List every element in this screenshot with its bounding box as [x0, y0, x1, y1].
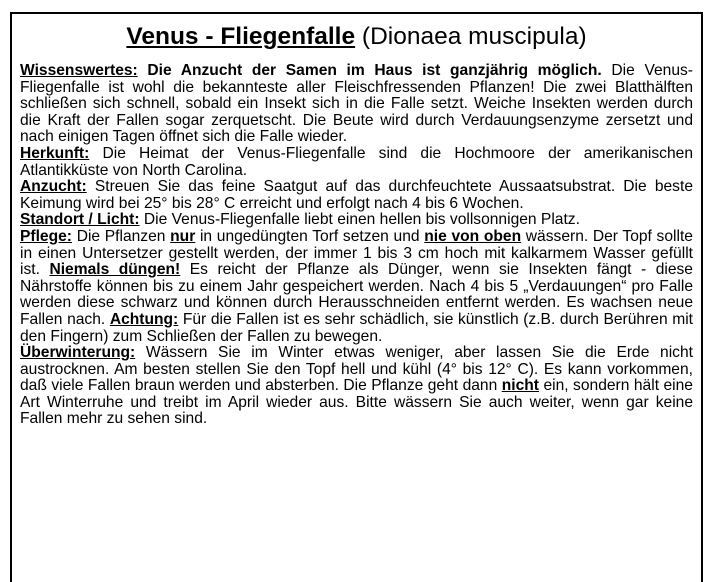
pflege-text-3: wässern. Der Topf sollte in einen Untersetzer gestellt werden, der immer 1 bis 3 cm hoch mit kalkarmem Wasser gefüllt ist. [20, 227, 693, 279]
pflege-text-1: Die Pflanzen [76, 227, 166, 245]
heading-herkunft: Herkunft: [20, 144, 90, 162]
info-sheet [10, 12, 703, 582]
heading-anzucht: Anzucht: [20, 178, 87, 196]
wissenswertes-body: Die Venus-Fliegenfalle ist wohl die bekannteste aller Fleischfressenden Pflanzen! Die zwei Blatthälften schließen sich schnell, sobald ein Insekt sich in die Falle setzt. Weiche Insekten werden durch die Kraft der Fallen sogar zerquetscht. Die Beute wird durch Verdauungsenzyme zersetzt und nach einigen Tagen öffnet sich die Falle wieder. [20, 62, 693, 146]
heading-wissenswertes: Wissenswertes: [20, 62, 138, 79]
wissenswertes-lead: Die Anzucht der Samen im Haus ist ganzjährig möglich. [147, 62, 602, 79]
heading-pflege: Pflege: [20, 227, 72, 245]
section-wissenswertes [20, 63, 693, 146]
pflege-emphasis-nie-von-oben: nie von oben [424, 227, 522, 245]
pflege-emphasis-achtung: Achtung: [109, 310, 179, 328]
plant-name: Venus - Fliegenfalle [126, 23, 356, 50]
body-text [20, 63, 693, 428]
section-standort [20, 212, 693, 229]
heading-standort: Standort / Licht: [20, 211, 140, 229]
page-title [20, 22, 693, 52]
herkunft-body: Die Heimat der Venus-Fliegenfalle sind die Hochmoore der amerikanischen Atlantikküste von North Carolina. [20, 144, 693, 179]
ueberwinterung-emphasis-nicht: nicht [501, 377, 539, 395]
pflege-emphasis-nur: nur [170, 227, 196, 245]
latin-name: (Dionaea muscipula) [361, 23, 587, 50]
pflege-text-5: Für die Fallen ist es sehr schädlich, sie künstlich (z.B. durch Berühren mit den Fingern) zum Schließen der Fallen zu bewegen. [20, 310, 693, 345]
section-anzucht [20, 179, 693, 212]
ueberwinterung-text-2: ein, sondern hält eine Art Winterruhe und treibt im April wieder aus. Bitte wässern Sie auch weiter, wenn gar keine Fallen mehr zu sehen sind. [20, 377, 693, 428]
section-herkunft [20, 146, 693, 179]
section-ueberwinterung [20, 345, 693, 428]
pflege-text-2: in ungedüngten Torf setzen und [199, 227, 420, 245]
standort-body: Die Venus-Fliegenfalle liebt einen hellen bis vollsonnigen Platz. [143, 211, 580, 229]
ueberwinterung-text-1: Wässern Sie im Winter etwas weniger, aber lassen Sie die Erde nicht austrocknen. Am besten stellen Sie den Topf hell und kühl (4° bis 12° C). Es kann vorkommen, daß viele Fallen braun werden und absterben. Die Pflanze geht dann [20, 344, 693, 395]
pflege-text-4: Es reicht der Pflanze als Dünger, wenn sie Insekten fängt - diese Nährstoffe können bis zu einem Jahr gespeichert werden. Nach 4 bis 5 „Verdauungen“ pro Falle werden diese schwarz und können durch Herausschneiden entfernt werden. Es wachsen neue Fallen nach. [20, 261, 693, 328]
section-pflege [20, 229, 693, 345]
heading-ueberwinterung: Überwinterung: [20, 344, 136, 362]
pflege-emphasis-niemals-duengen: Niemals düngen! [49, 261, 181, 279]
anzucht-body: Streuen Sie das feine Saatgut auf das durchfeuchtete Aussaatsubstrat. Die beste Keimung wird bei 25° bis 28° C erreicht und erfolgt nach 4 bis 6 Wochen. [20, 178, 693, 212]
